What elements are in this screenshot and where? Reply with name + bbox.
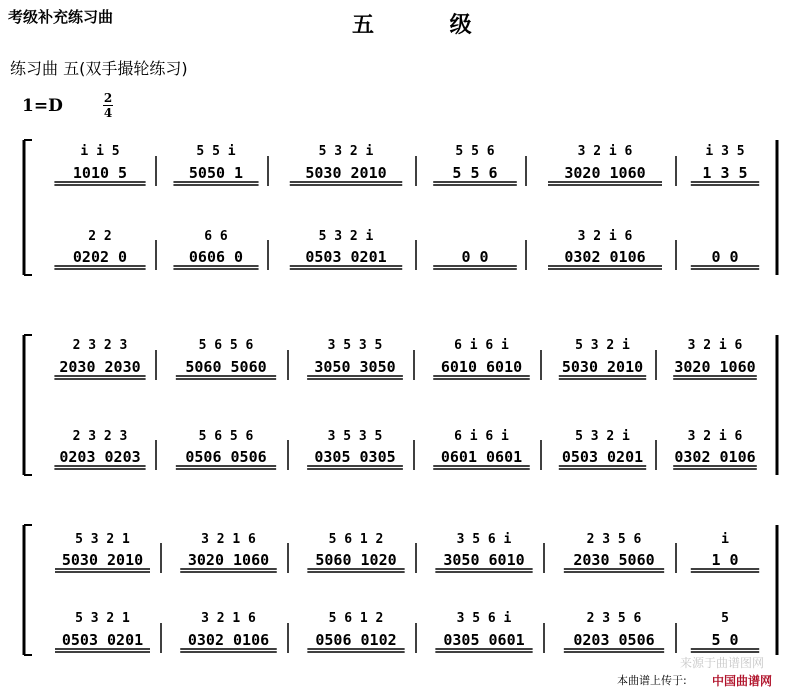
upper-notes: 5030 2010: [561, 358, 644, 376]
upper-notes: 6010 6010: [440, 358, 523, 376]
lower-notes: 0 0: [461, 248, 489, 266]
upper-pitch: 6 i 6 i: [454, 338, 509, 353]
lower-pitch: 3 5 3 5: [327, 429, 383, 444]
lower-notes: 0302 0106: [187, 631, 270, 649]
upper-notes: 3050 3050: [314, 358, 396, 376]
upper-pitch: 5 5 i: [196, 144, 236, 159]
upper-pitch: 3 5 6 i: [456, 532, 512, 547]
upper-pitch: 2 3 5 6: [586, 532, 642, 547]
upper-notes: 3020 1060: [564, 164, 646, 182]
lower-notes: 0506 0102: [315, 631, 397, 649]
upper-pitch: 5 3 2 i: [318, 144, 374, 159]
upper-notes: 1 3 5: [702, 164, 748, 182]
lower-notes: 0503 0201: [561, 448, 644, 466]
lower-pitch: 3 2 i 6: [577, 229, 633, 244]
key-signature: 1=D: [22, 96, 63, 116]
lower-pitch: 6 i 6 i: [454, 429, 509, 444]
lower-pitch: 2 3 5 6: [586, 611, 642, 626]
upload-note: 本曲谱上传于:: [617, 674, 687, 687]
upper-notes: 5030 2010: [305, 164, 387, 182]
upper-pitch: i i 5: [80, 144, 120, 159]
upper-notes: 5060 5060: [185, 358, 267, 376]
lower-notes: 0302 0106: [564, 248, 646, 266]
upper-notes: 3020 1060: [674, 358, 756, 376]
upper-pitch: 5 6 1 2: [328, 532, 384, 547]
lower-pitch: 6 6: [204, 229, 228, 244]
upper-notes: 5050 1: [188, 164, 244, 182]
lower-notes: 0601 0601: [440, 448, 523, 466]
piece-title: 练习曲 五(双手撮轮练习): [10, 59, 188, 78]
lower-pitch: 5 6 5 6: [198, 429, 254, 444]
lower-notes: 0203 0506: [573, 631, 655, 649]
lower-pitch: 5 3 2 i: [575, 429, 630, 444]
lower-pitch: 5: [721, 611, 729, 626]
lower-notes: 0606 0: [188, 248, 244, 266]
lower-notes: 0202 0: [72, 248, 128, 266]
upper-notes: 5030 2010: [61, 551, 144, 569]
lower-notes: 0203 0203: [59, 448, 141, 466]
upper-pitch: 5 3 2 1: [75, 532, 130, 547]
lower-pitch: 2 2: [88, 229, 112, 244]
upper-notes: 3050 6010: [443, 551, 525, 569]
lower-pitch: 5 3 2 1: [75, 611, 130, 626]
time-bottom: 4: [103, 106, 113, 120]
upper-pitch: 5 3 2 i: [575, 338, 630, 353]
upper-notes: 2030 5060: [573, 551, 655, 569]
upper-notes: 5 5 6: [452, 164, 498, 182]
upper-pitch: 2 3 2 3: [72, 338, 128, 353]
watermark: 来源于曲谱图网: [680, 656, 765, 670]
upper-notes: 5060 1020: [315, 551, 397, 569]
upper-pitch: 3 2 1 6: [201, 532, 256, 547]
grade-title: 五 级: [352, 13, 506, 38]
upper-notes: 2030 2030: [59, 358, 141, 376]
lower-notes: 0 0: [711, 248, 739, 266]
site-brand: 中国曲谱网: [712, 674, 773, 688]
upper-notes: 3020 1060: [187, 551, 270, 569]
lower-notes: 0305 0305: [314, 448, 396, 466]
lower-pitch: 2 3 2 3: [72, 429, 128, 444]
collection-title: 考级补充练习曲: [8, 8, 114, 26]
lower-pitch: 3 2 1 6: [201, 611, 256, 626]
upper-pitch: 3 2 i 6: [687, 338, 743, 353]
upper-notes: 1010 5: [72, 164, 128, 182]
lower-pitch: 3 2 i 6: [687, 429, 743, 444]
lower-pitch: 3 5 6 i: [456, 611, 512, 626]
upper-pitch: i: [721, 532, 729, 547]
lower-notes: 0305 0601: [443, 631, 525, 649]
lower-notes: 0302 0106: [674, 448, 756, 466]
upper-pitch: 3 2 i 6: [577, 144, 633, 159]
lower-notes: 0506 0506: [185, 448, 267, 466]
upper-pitch: 5 6 5 6: [198, 338, 254, 353]
lower-notes: 0503 0201: [61, 631, 144, 649]
upper-pitch: 3 5 3 5: [327, 338, 383, 353]
upper-pitch: i 3 5: [705, 144, 745, 159]
upper-notes: 1 0: [711, 551, 739, 569]
lower-notes: 5 0: [711, 631, 739, 649]
upper-pitch: 5 5 6: [455, 144, 495, 159]
lower-pitch: 5 3 2 i: [318, 229, 374, 244]
lower-notes: 0503 0201: [305, 248, 387, 266]
lower-pitch: 5 6 1 2: [328, 611, 384, 626]
time-top: 2: [103, 91, 113, 105]
